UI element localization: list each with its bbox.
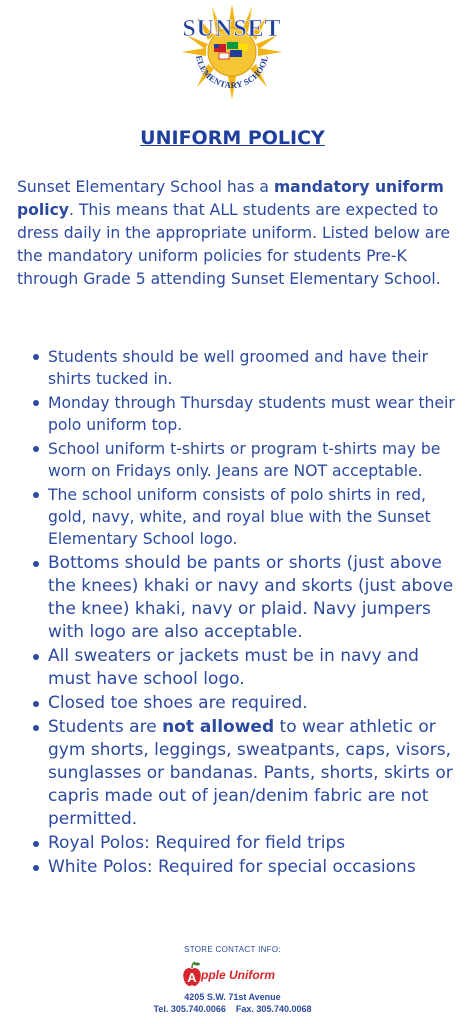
logo-name: SUNSET bbox=[182, 16, 282, 42]
store-address: 4205 S.W. 71st Avenue bbox=[184, 992, 281, 1002]
store-tel: Tel. 305.740.0066 bbox=[153, 1004, 226, 1014]
intro-paragraph bbox=[17, 176, 457, 291]
list-item: All sweaters or jackets must be in navy and must have school logo. bbox=[14, 645, 462, 691]
list-item: Royal Polos: Required for field trips bbox=[14, 832, 462, 855]
list-item: School uniform t-shirts or program t-shirts may be worn on Fridays only. Jeans are NOT acceptable. bbox=[14, 438, 462, 482]
store-phone-fax bbox=[0, 1004, 465, 1014]
rule-bold: not allowed bbox=[162, 717, 275, 737]
intro-text-1: Sunset Elementary School has a bbox=[17, 178, 274, 196]
apple-logo-initial: A bbox=[187, 970, 197, 985]
rule-text: Students are bbox=[48, 717, 163, 737]
list-item: Students should be well groomed and have their shirts tucked in. bbox=[14, 346, 462, 390]
list-item: White Polos: Required for special occasions bbox=[14, 856, 462, 879]
list-item: Monday through Thursday students must wear their polo uniform top. bbox=[14, 392, 462, 436]
apple-logo-name: pple Uniform bbox=[201, 968, 275, 982]
list-item: Bottoms should be pants or shorts (just above the knees) khaki or navy and skorts (just above the knee) khaki, navy or plaid. Navy jumpers with logo are also acceptable. bbox=[14, 552, 462, 644]
uniform-rules-list bbox=[14, 346, 462, 880]
intro-text-2: . This means that ALL students are expected to dress daily in the appropriate uniform. Listed below are the mandatory uniform policies for students Pre-K through Grade 5 attending Sunset Elementary School. bbox=[17, 201, 450, 288]
logo-arc-text: ELEMENTARY SCHOOL bbox=[194, 54, 270, 91]
page-title: UNIFORM POLICY bbox=[140, 127, 325, 149]
intro-bold: mandatory uniform policy bbox=[17, 178, 444, 219]
school-logo bbox=[172, 2, 292, 104]
list-item bbox=[14, 716, 462, 831]
list-item: The school uniform consists of polo shirts in red, gold, navy, white, and royal blue with the Sunset Elementary School logo. bbox=[14, 484, 462, 550]
store-contact-label: STORE CONTACT INFO: bbox=[184, 945, 281, 954]
rule-text: to wear athletic or gym shorts, leggings, sweatpants, caps, visors, sunglasses or bandanas. Pants, shorts, skirts or capris made out of jean/denim fabric are not permitted. bbox=[48, 717, 453, 829]
apple-uniform-logo bbox=[181, 959, 285, 989]
list-item: Closed toe shoes are required. bbox=[14, 692, 462, 715]
store-fax: Fax. 305.740.0068 bbox=[235, 1004, 312, 1014]
